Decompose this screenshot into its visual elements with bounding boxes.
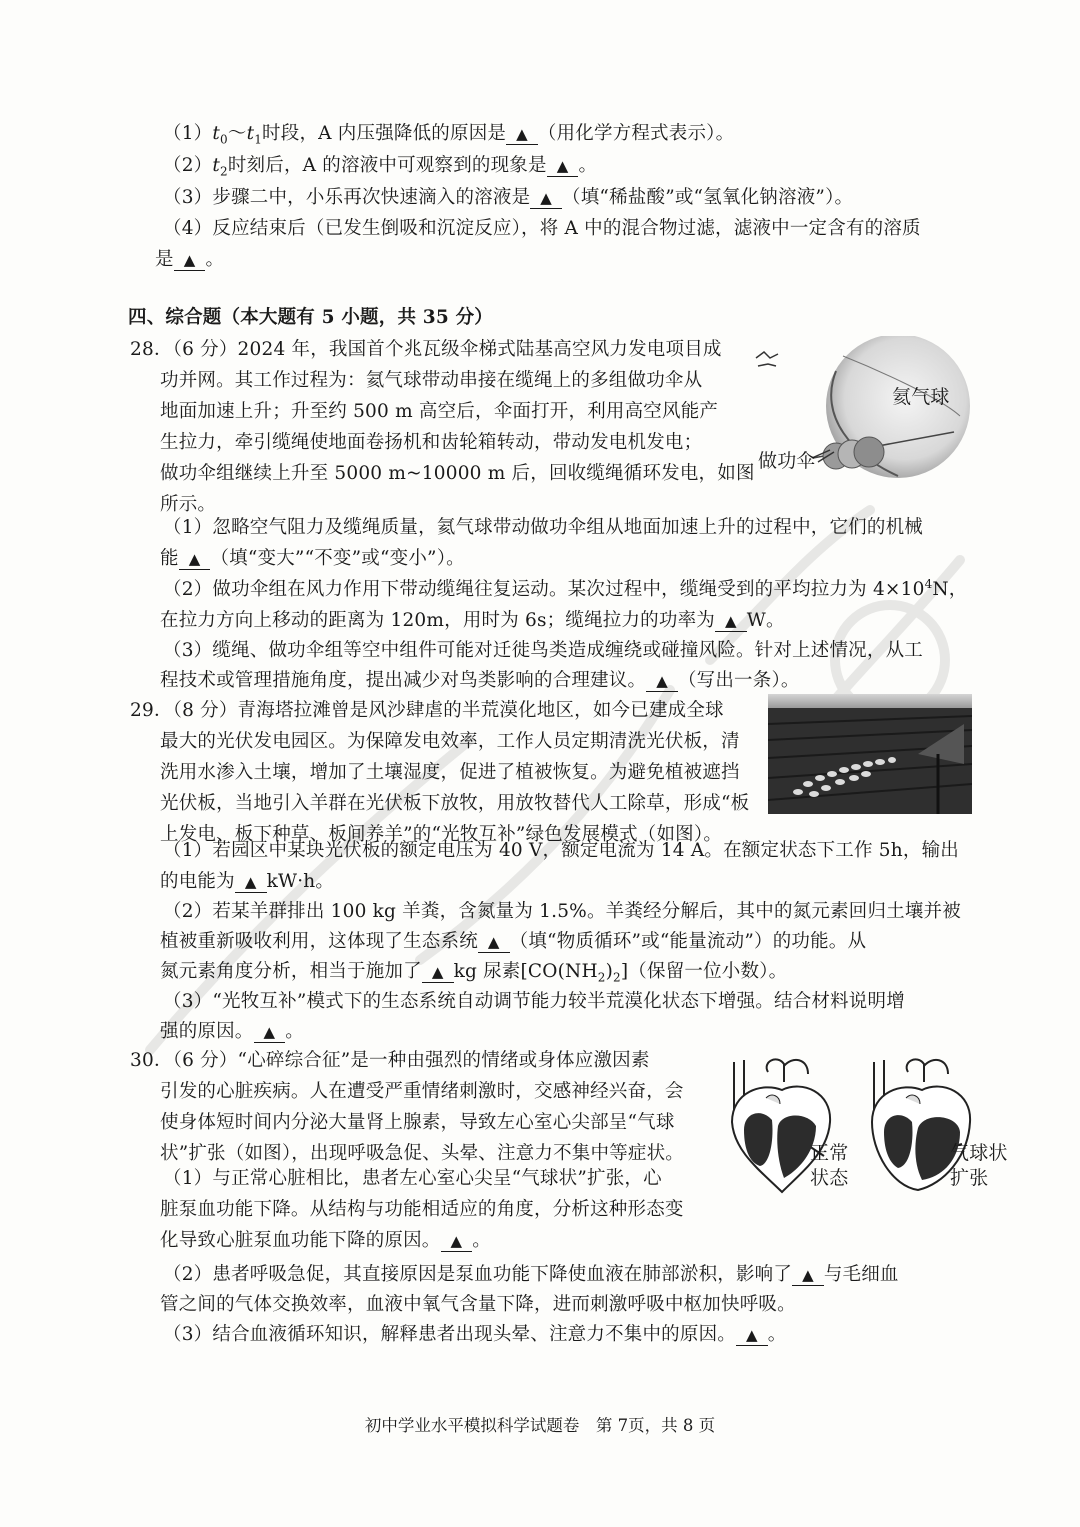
q29-part1: （1）若园区中某块光伏板的额定电压为 40 V，额定电流为 14 A。在额定状态下工作 5h，输出 <box>163 840 959 861</box>
q28-part1-cont: 能 ▲ （填“变大”“不变”或“变小”）。 <box>160 548 465 569</box>
q29-stem-line: 洗用水渗入土壤，增加了土壤湿度，促进了植被恢复。为避免植被遮挡 <box>160 762 740 783</box>
answer-blank[interactable]: ▲ <box>736 1325 768 1346</box>
q28-stem-line: 生拉力，牵引缆绳使地面卷扬机和齿轮箱转动，带动发电机发电； <box>160 432 703 453</box>
answer-blank[interactable]: ▲ <box>179 549 211 570</box>
q30-part1: （1）与正常心脏相比，患者左心室心尖呈“气球状”扩张，心 <box>163 1168 662 1189</box>
answer-blank[interactable]: ▲ <box>506 124 538 145</box>
q29-part2: （2）若某羊群排出 100 kg 羊粪，含氮量为 1.5%。羊粪经分解后，其中的氮元素回归土壤并被 <box>163 901 961 922</box>
q28-part2: （2）做功伞组在风力作用下带动缆绳往复运动。某次过程中，缆绳受到的平均拉力为 $4\times 10^4N$， <box>163 576 968 600</box>
q29-part3: （3）“光牧互补”模式下的生态系统自动调节能力较半荒漠化状态下增强。结合材料说明增 <box>163 991 905 1012</box>
q28-part3-cont: 程技术或管理措施角度，提出减少对鸟类影响的合理建议。 ▲ （写出一条）。 <box>160 670 800 691</box>
q28-stem-line: 做功伞组继续上升至 5000 m~10000 m 后，回收缆绳循环发电，如图 <box>160 463 755 484</box>
q30-stem-line: 引发的心脏疾病。人在遭受严重情绪刺激时，交感神经兴奋，会 <box>160 1081 684 1102</box>
prev-q-part2: $(2)t_2$时刻后，A 的溶液中可观察到的现象是 ▲ 。 <box>163 155 598 179</box>
q29-part3-cont: 强的原因。 ▲ 。 <box>160 1021 304 1042</box>
prev-q-part4: （4）反应结束后（已发生倒吸和沉淀反应），将 A 中的混合物过滤，滤液中一定含有的溶质 <box>163 218 921 239</box>
q30-part1-cont2: 化导致心脏泵血功能下降的原因。 ▲ 。 <box>160 1230 491 1251</box>
prev-q-part1: $(1)t_0\sim t_1$时段，A 内压强降低的原因是 ▲ （用化学方程式表示）。 <box>163 123 735 147</box>
prev-q-part3: （3）步骤二中，小乐再次快速滴入的溶液是 ▲ （填“稀盐酸”或“氢氧化钠溶液”）。 <box>163 187 854 208</box>
q28-stem-line: 功并网。其工作过程为：氦气球带动串接在缆绳上的多组做功伞从 <box>160 370 703 391</box>
q29-stem-line: 最大的光伏发电园区。为保障发电效率，工作人员定期清洗光伏板，清 <box>160 731 740 752</box>
answer-blank[interactable]: ▲ <box>715 611 747 632</box>
q29-part1-cont: 的电能为 ▲ kW·h。 <box>160 871 335 892</box>
answer-blank[interactable]: ▲ <box>174 250 206 271</box>
balloon-label: 氦气球 <box>892 386 950 408</box>
section-title: 四、综合题（本大题有 5 小题，共 35 分） <box>128 307 493 328</box>
q28-stem-line: 地面加速上升；升至约 500 m 高空后，伞面打开，利用高空风能产 <box>160 401 719 422</box>
q30-stem-line: 使身体短时间内分泌大量肾上腺素，导致左心室心尖部呈“气球 <box>160 1112 675 1133</box>
umbrella-label: 做功伞 <box>758 450 816 472</box>
solar-sheep-photo <box>768 694 972 814</box>
q28-part3: （3）缆绳、做功伞组等空中组件可能对迁徙鸟类造成缠绕或碰撞风险。针对上述情况，从工 <box>163 640 923 661</box>
balloon-expansion-label: 气球状 <box>950 1142 1008 1164</box>
page-footer: 初中学业水平模拟科学试题卷 第 7页，共 8 页 <box>364 1416 716 1435</box>
normal-label: 状态 <box>810 1167 849 1189</box>
balloon-umbrella-figure <box>748 336 970 484</box>
prev-q-part4-cont: 是 ▲ 。 <box>155 249 225 270</box>
q30-part2: （2）患者呼吸急促，其直接原因是泵血功能下降使血液在肺部淤积，影响了 ▲ 与毛细血 <box>163 1264 899 1285</box>
balloon-expansion-label: 扩张 <box>950 1167 989 1189</box>
answer-blank[interactable]: ▲ <box>646 671 678 692</box>
answer-blank[interactable]: ▲ <box>547 156 579 177</box>
answer-blank[interactable]: ▲ <box>478 932 510 953</box>
q30-stem-line: 状”扩张（如图），出现呼吸急促、头晕、注意力不集中等症状。 <box>160 1143 685 1164</box>
answer-blank[interactable]: ▲ <box>792 1265 824 1286</box>
q28-part2-cont: 在拉力方向上移动的距离为 120m，用时为 6s；缆绳拉力的功率为 ▲ W。 <box>160 610 785 631</box>
normal-label: 正常 <box>810 1142 849 1164</box>
answer-blank[interactable]: ▲ <box>422 962 454 983</box>
q29-stem-line: 光伏板，当地引入羊群在光伏板下放牧，用放牧替代人工除草，形成“板 <box>160 793 750 814</box>
q28-stem-line: 28．（6 分）2024 年，我国首个兆瓦级伞梯式陆基高空风力发电项目成 <box>130 339 722 360</box>
answer-blank[interactable]: ▲ <box>235 872 267 893</box>
q28-part1: （1）忽略空气阻力及缆绳质量，氦气球带动做功伞组从地面加速上升的过程中，它们的机械 <box>163 517 923 538</box>
q29-part2-cont2: 氮元素角度分析，相当于施加了 ▲ kg 尿素$[CO(NH_2)_2]$（保留一位小数）。 <box>160 961 788 985</box>
q29-stem-line: 上发电、板下种草、板间养羊”的“光牧互补”绿色发展模式（如图）。 <box>160 824 723 845</box>
heart-figure <box>722 1052 1012 1202</box>
solar-panel-sheep-illustration <box>768 694 972 814</box>
q29-stem-line: 29．（8 分）青海塔拉滩曾是风沙肆虐的半荒漠化地区，如今已建成全球 <box>130 700 724 721</box>
q29-part2-cont: 植被重新吸收利用，这体现了生态系统 ▲ （填“物质循环”或“能量流动”）的功能。从 <box>160 931 867 952</box>
answer-blank[interactable]: ▲ <box>254 1022 286 1043</box>
q30-stem-line: 30．（6 分）“心碎综合征”是一种由强烈的情绪或身体应激因素 <box>130 1050 650 1071</box>
answer-blank[interactable]: ▲ <box>441 1231 473 1252</box>
q30-part2-cont: 管之间的气体交换效率，血液中氧气含量下降，进而刺激呼吸中枢加快呼吸。 <box>160 1294 796 1315</box>
answer-blank[interactable]: ▲ <box>530 188 562 209</box>
q30-part3: （3）结合血液循环知识，解释患者出现头晕、注意力不集中的原因。 ▲ 。 <box>163 1324 787 1345</box>
q28-stem-line: 所示。 <box>160 494 217 515</box>
q30-part1-cont: 脏泵血功能下降。从结构与功能相适应的角度，分析这种形态变 <box>160 1199 684 1220</box>
